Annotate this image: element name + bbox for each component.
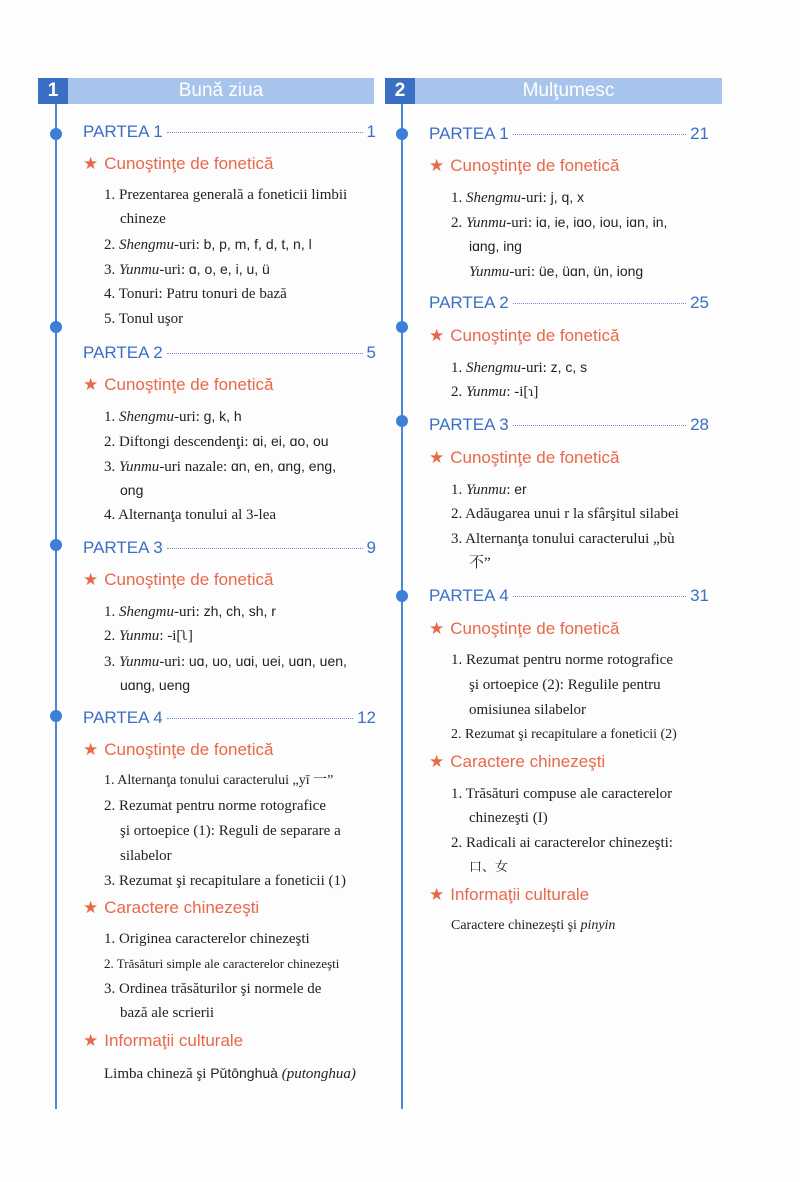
list-item: 1. Prezentarea generală a foneticii limbii (104, 187, 348, 203)
page-number: 31 (690, 586, 709, 605)
page-number: 28 (690, 415, 709, 434)
partea-3-entry[interactable] (83, 538, 376, 558)
timeline-dot (396, 321, 408, 333)
partea-4-entry[interactable] (429, 586, 709, 606)
dot-leader (513, 596, 686, 597)
list-item: 2. Trăsături simple ale caracterelor chinezeşti (104, 956, 340, 971)
lesson-2-header (385, 78, 722, 104)
list-item-cont: ong (120, 482, 144, 498)
list-item: 2. Rezumat pentru norme rotografice (104, 798, 326, 814)
star-icon: ★ (429, 885, 445, 904)
partea-label: PARTEA 3 (83, 538, 163, 557)
list-item: 3. Ordinea trăsăturilor şi normele de (104, 981, 322, 997)
list-item: 2. Adăugarea unui r la sfârşitul silabei (451, 506, 679, 522)
partea-label: PARTEA 2 (429, 293, 509, 312)
list-item-cont: chineze (120, 211, 166, 227)
list-item: 1. Shengmu-uri: zh, ch, sh, r (104, 603, 276, 620)
section-title: Cunoştinţe de fonetică (104, 154, 274, 173)
list-item-cont: şi ortoepice (1): Reguli de separare a (120, 823, 341, 839)
star-icon: ★ (429, 326, 445, 345)
partea-1-entry[interactable] (429, 124, 709, 144)
timeline-dot (50, 128, 62, 140)
partea-2-entry[interactable] (83, 343, 376, 363)
section-title: Informaţii culturale (104, 1031, 244, 1050)
timeline-dot (50, 321, 62, 333)
section-title: Cunoştinţe de fonetică (450, 448, 620, 467)
section-title: Informaţii culturale (450, 885, 590, 904)
lesson-1-column (38, 78, 376, 1082)
lesson-2-title: Mulţumesc (522, 80, 615, 101)
list-item: 2. Yunmu: -i[ɿ] (451, 384, 539, 400)
list-item: 3. Yunmu-uri nazale: ɑn, en, ɑng, eng, (104, 458, 337, 475)
list-item: 3. Rezumat şi recapitulare a foneticii (1) (104, 873, 346, 889)
section-title: Caractere chinezeşti (104, 898, 260, 917)
partea-label: PARTEA 2 (83, 343, 163, 362)
partea-2-entry[interactable] (429, 293, 709, 313)
list-item-cont: Yunmu-uri: üe, üɑn, ün, iong (469, 263, 644, 280)
section-title: Cunoştinţe de fonetică (104, 570, 274, 589)
section-heading (429, 326, 619, 346)
timeline-dot (50, 539, 62, 551)
page-number: 1 (366, 122, 376, 141)
list-item: 2. Yunmu: -i[ʅ] (104, 628, 193, 644)
partea-1-entry[interactable] (83, 122, 376, 142)
list-item-cont: uɑng, ueng (120, 677, 191, 693)
star-icon: ★ (429, 448, 445, 467)
star-icon: ★ (83, 898, 99, 917)
lesson-2-number: 2 (385, 78, 415, 104)
section-heading (429, 156, 619, 176)
list-item: 4. Alternanţa tonului al 3-lea (104, 507, 277, 523)
lesson-2-column (385, 78, 722, 933)
list-item: 4. Tonuri: Patru tonuri de bază (104, 286, 287, 302)
list-item-cont: silabelor (120, 848, 172, 864)
page-number: 25 (690, 293, 709, 312)
timeline-line (55, 104, 57, 1109)
list-item: 1. Shengmu-uri: g, k, h (104, 408, 242, 425)
section-heading (83, 375, 273, 395)
list-item: 1. Originea caracterelor chinezeşti (104, 931, 310, 947)
list-item: 2. Rezumat şi recapitulare a foneticii (2) (451, 727, 677, 742)
section-heading (83, 154, 273, 174)
list-item: 1. Shengmu-uri: z, c, s (451, 359, 588, 376)
star-icon: ★ (83, 1031, 99, 1050)
partea-3-entry[interactable] (429, 415, 709, 435)
page-number: 5 (366, 343, 376, 362)
list-item-cont: omisiunea silabelor (469, 702, 587, 718)
partea-label: PARTEA 1 (83, 122, 163, 141)
section-title: Cunoştinţe de fonetică (450, 619, 620, 638)
list-item: Limba chineză şi Pǔtōnghuà (putonghua) (104, 1065, 356, 1082)
star-icon: ★ (83, 154, 99, 173)
list-item: 1. Yunmu: er (451, 481, 527, 498)
star-icon: ★ (429, 156, 445, 175)
list-item: 1. Shengmu-uri: j, q, x (451, 189, 585, 206)
star-icon: ★ (83, 375, 99, 394)
list-item: 2. Shengmu-uri: b, p, m, f, d, t, n, l (104, 236, 312, 253)
section-heading (429, 752, 605, 772)
partea-label: PARTEA 4 (83, 708, 163, 727)
list-item: 5. Tonul uşor (104, 311, 184, 327)
list-item: 1. Alternanţa tonului caracterului „yī 一” (104, 773, 334, 788)
list-item-cont: şi ortoepice (2): Regulile pentru (469, 677, 661, 693)
list-item: 3. Yunmu-uri: uɑ, uo, uɑi, uei, uɑn, uen, (104, 653, 347, 670)
lesson-1-title: Bună ziua (178, 80, 264, 101)
list-item: 2. Radicali ai caracterelor chinezeşti: (451, 835, 673, 851)
list-item: 1. Rezumat pentru norme rotografice (451, 652, 673, 668)
dot-leader (167, 548, 363, 549)
timeline-dot (396, 128, 408, 140)
page-number: 21 (690, 124, 709, 143)
list-item-cont: iɑng, ing (469, 238, 522, 254)
page-number: 9 (366, 538, 376, 557)
star-icon: ★ (83, 570, 99, 589)
star-icon: ★ (83, 740, 99, 759)
list-item-cont: chinezeşti (I) (469, 810, 548, 826)
star-icon: ★ (429, 752, 445, 771)
list-item: 1. Trăsături compuse ale caracterelor (451, 786, 673, 802)
section-title: Cunoştinţe de fonetică (450, 156, 620, 175)
dot-leader (167, 718, 353, 719)
partea-label: PARTEA 3 (429, 415, 509, 434)
timeline-dot (396, 415, 408, 427)
partea-label: PARTEA 1 (429, 124, 509, 143)
list-item: Caractere chinezeşti şi pinyin (451, 918, 616, 933)
list-item: 2. Diftongi descendenţi: ɑi, ei, ɑo, ou (104, 433, 329, 450)
partea-4-entry[interactable] (83, 708, 376, 728)
section-heading (83, 740, 273, 760)
section-title: Caractere chinezeşti (450, 752, 606, 771)
section-heading (83, 1031, 243, 1051)
section-heading (83, 570, 273, 590)
lesson-1-number: 1 (38, 78, 68, 104)
list-item: 3. Yunmu-uri: ɑ, o, e, i, u, ü (104, 261, 270, 278)
timeline-dot (396, 590, 408, 602)
timeline-dot (50, 710, 62, 722)
dot-leader (513, 303, 686, 304)
dot-leader (513, 425, 686, 426)
section-heading (429, 885, 589, 905)
dot-leader (167, 132, 363, 133)
list-item: 2. Yunmu-uri: iɑ, ie, iɑo, iou, iɑn, in, (451, 214, 668, 231)
list-item-cont: 口、女 (469, 859, 509, 874)
list-item-cont: bază ale scrierii (120, 1005, 215, 1021)
section-title: Cunoştinţe de fonetică (450, 326, 620, 345)
section-title: Cunoştinţe de fonetică (104, 740, 274, 759)
dot-leader (513, 134, 686, 135)
timeline-line (401, 104, 403, 1109)
section-heading (429, 619, 619, 639)
lesson-1-header (38, 78, 374, 104)
section-heading (83, 898, 259, 918)
dot-leader (167, 353, 363, 354)
star-icon: ★ (429, 619, 445, 638)
page-number: 12 (357, 708, 376, 727)
list-item: 3. Alternanţa tonului caracterului „bù (451, 531, 675, 547)
section-heading (429, 448, 619, 468)
section-title: Cunoştinţe de fonetică (104, 375, 274, 394)
list-item-cont: 不” (469, 555, 491, 571)
partea-label: PARTEA 4 (429, 586, 509, 605)
